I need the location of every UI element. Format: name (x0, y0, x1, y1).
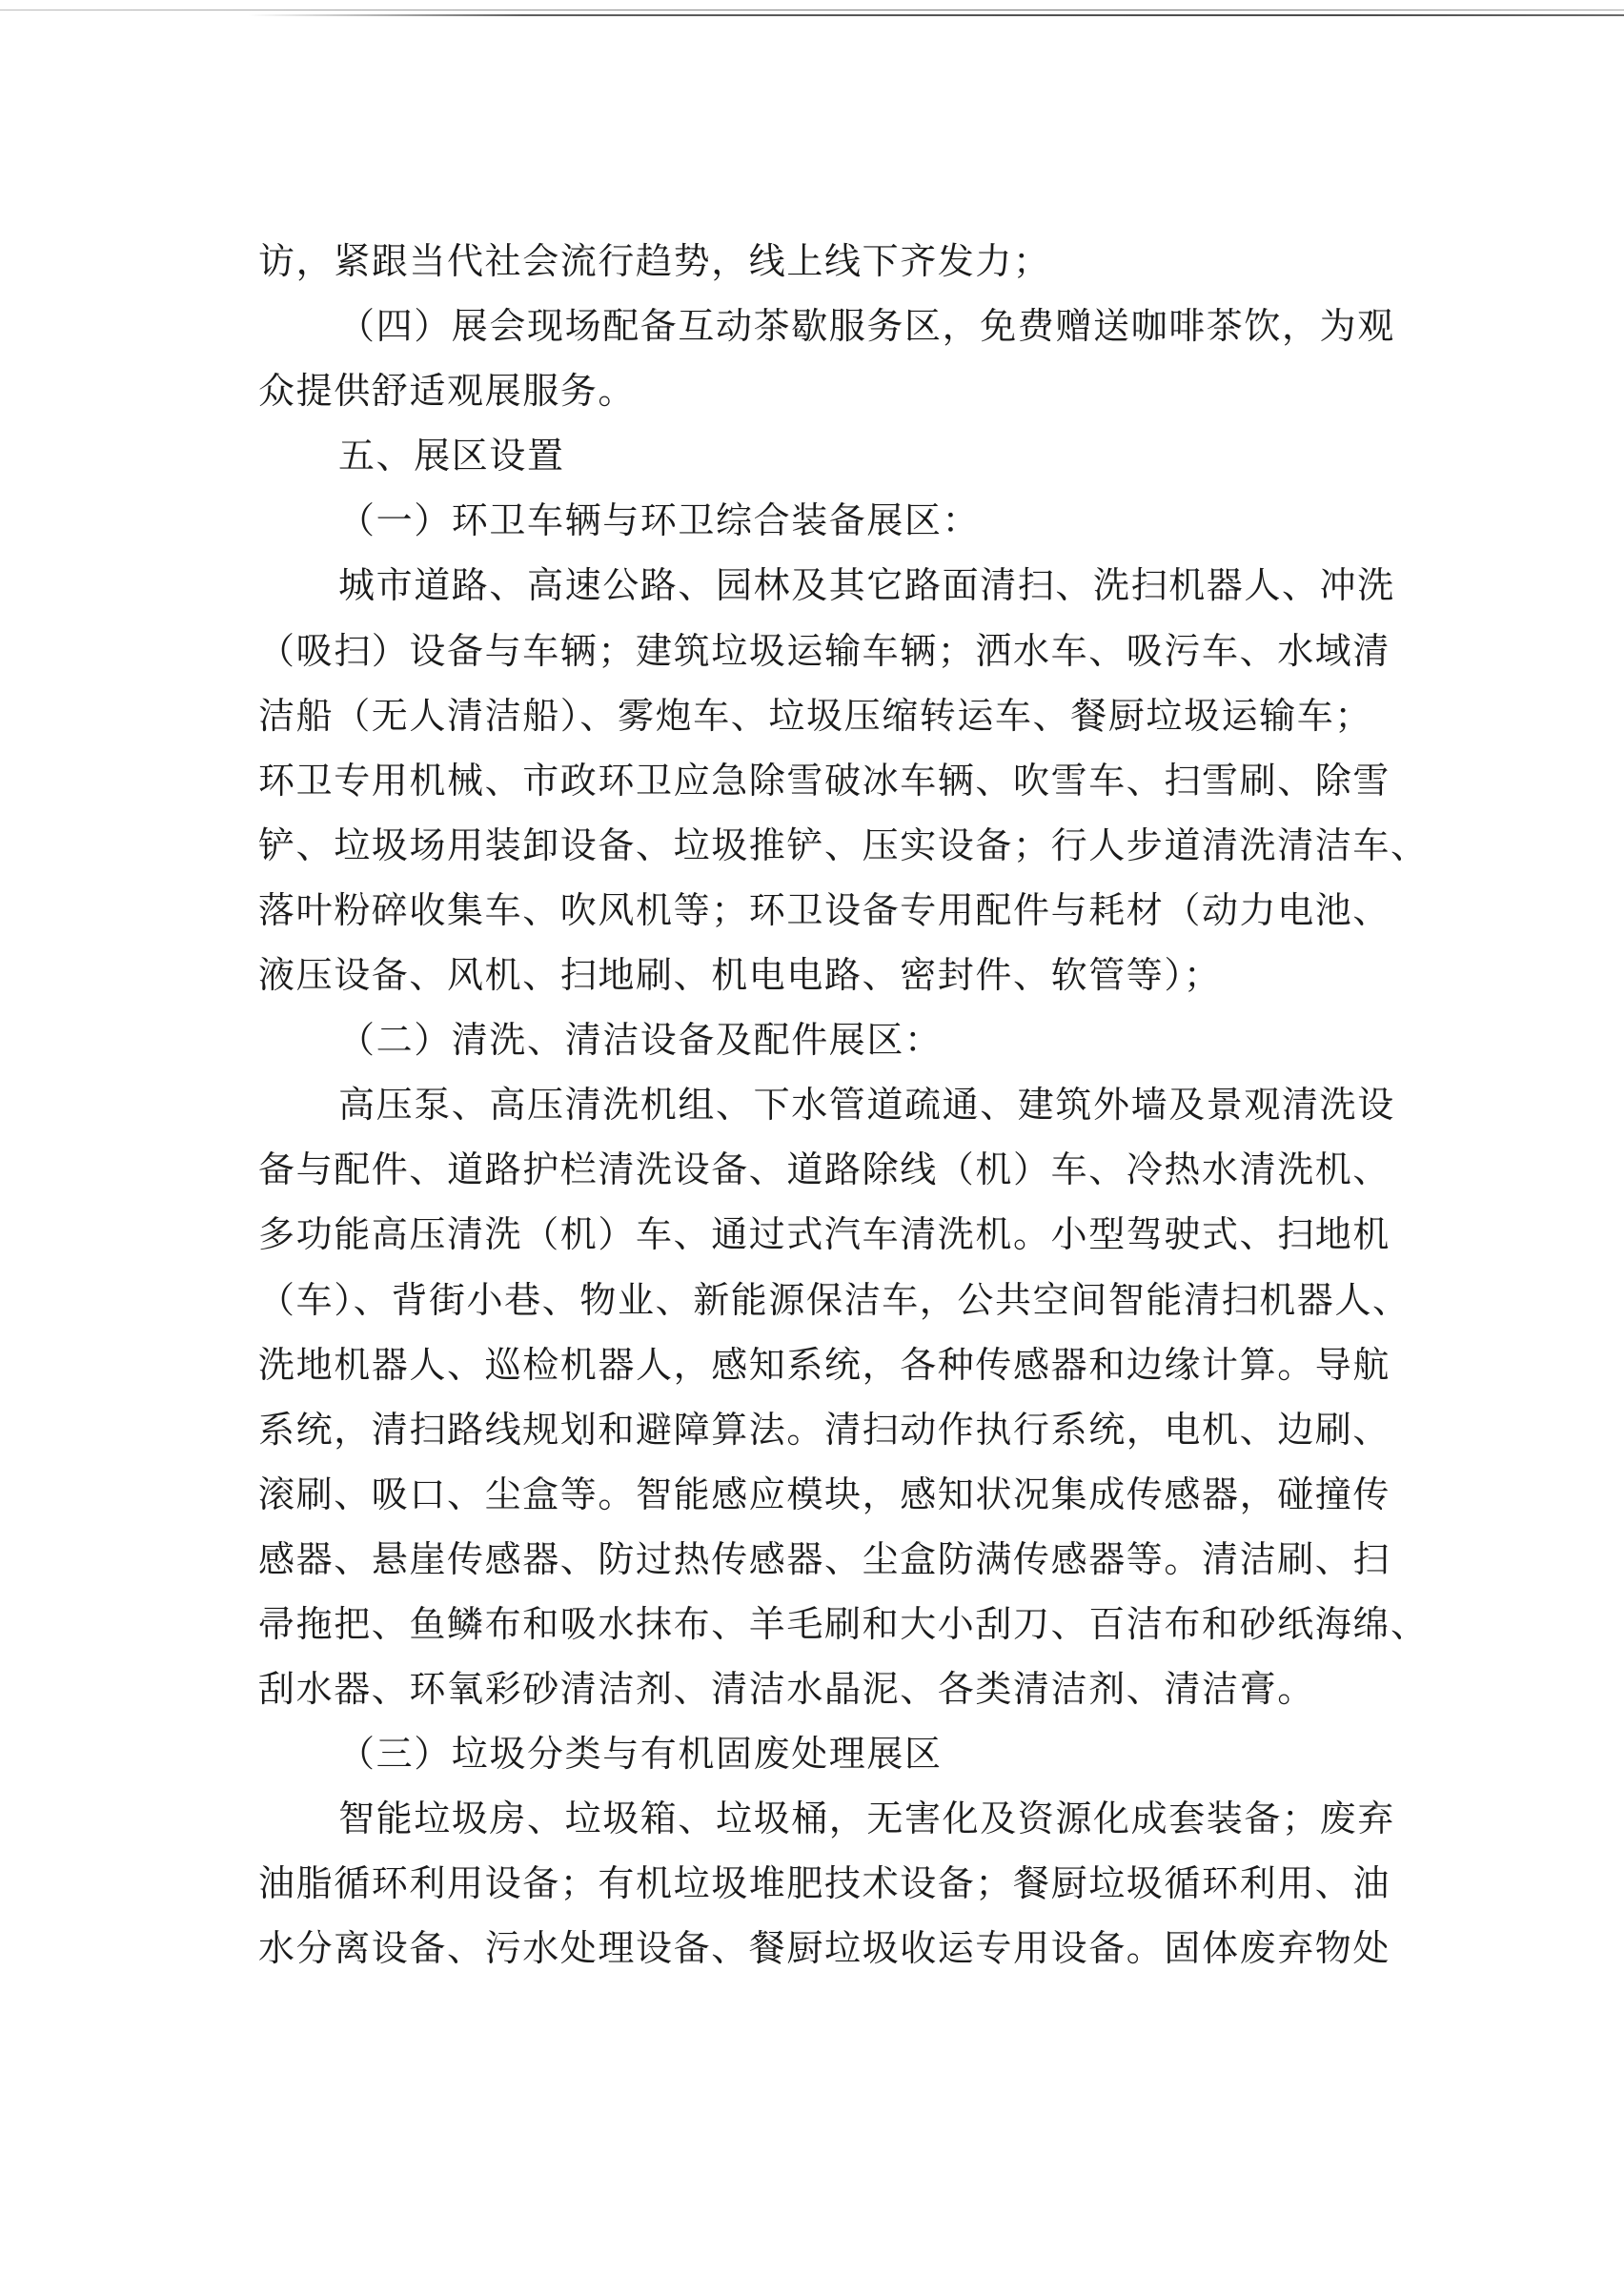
list-item-four: （四）展会现场配备互动茶歇服务区，免费赠送咖啡茶饮，为观 (338, 305, 1395, 348)
text-line: 洁船（无人清洁船）、雾炮车、垃圾压缩转运车、餐厨垃圾运输车； (258, 694, 1373, 737)
text-line: 系统，清扫路线规划和避障算法。清扫动作执行系统，电机、边刷、 (258, 1408, 1391, 1451)
text-line: 众提供舒适观展服务。 (258, 370, 637, 413)
subsection-heading: （二）清洗、清洁设备及配件展区： (338, 1019, 943, 1062)
text-line: 滚刷、吸口、尘盒等。智能感应模块，感知状况集成传感器，碰撞传 (258, 1473, 1391, 1515)
text-line: 落叶粉碎收集车、吹风机等；环卫设备专用配件与耗材（动力电池、 (258, 888, 1391, 931)
paragraph-start: 高压泵、高压清洗机组、下水管道疏通、建筑外墙及景观清洗设 (338, 1084, 1395, 1127)
text-line: 刮水器、环氧彩砂清洁剂、清洁水晶泥、各类清洁剂、清洁膏。 (258, 1668, 1315, 1711)
document-page (258, 229, 1429, 1981)
text-line: 帚拖把、鱼鳞布和吸水抹布、羊毛刷和大小刮刀、百洁布和砂纸海绵、 (258, 1602, 1429, 1645)
text-line: 铲、垃圾场用装卸设备、垃圾推铲、压实设备；行人步道清洗清洁车、 (258, 823, 1429, 866)
subsection-heading: （一）环卫车辆与环卫综合装备展区： (338, 499, 981, 542)
paragraph-start: 城市道路、高速公路、园林及其它路面清扫、洗扫机器人、冲洗 (338, 564, 1395, 607)
text-line: 水分离设备、污水处理设备、餐厨垃圾收运专用设备。固体废弃物处 (258, 1927, 1391, 1970)
paragraph-start: 智能垃圾房、垃圾箱、垃圾桶，无害化及资源化成套装备；废弃 (338, 1798, 1395, 1840)
text-line: （吸扫）设备与车辆；建筑垃圾运输车辆；洒水车、吸污车、水域清 (258, 629, 1391, 672)
text-line: 环卫专用机械、市政环卫应急除雪破冰车辆、吹雪车、扫雪刷、除雪 (258, 759, 1391, 802)
text-line: 访，紧跟当代社会流行趋势，线上线下齐发力； (258, 240, 1051, 282)
text-line: 备与配件、道路护栏清洗设备、道路除线（机）车、冷热水清洗机、 (258, 1148, 1391, 1191)
scan-top-shadow (248, 14, 1624, 16)
text-line: 液压设备、风机、扫地刷、机电电路、密封件、软管等）； (258, 954, 1222, 997)
text-line: 感器、悬崖传感器、防过热传感器、尘盒防满传感器等。清洁刷、扫 (258, 1537, 1391, 1580)
subsection-heading: （三）垃圾分类与有机固废处理展区 (338, 1733, 943, 1776)
text-line: 油脂循环利用设备；有机垃圾堆肥技术设备；餐厨垃圾循环利用、油 (258, 1862, 1391, 1905)
text-line: 多功能高压清洗（机）车、通过式汽车清洗机。小型驾驶式、扫地机 (258, 1213, 1391, 1256)
section-heading: 五、展区设置 (338, 435, 565, 477)
text-line: 洗地机器人、巡检机器人，感知系统，各种传感器和边缘计算。导航 (258, 1343, 1391, 1386)
text-line: （车）、背街小巷、物业、新能源保洁车，公共空间智能清扫机器人、 (258, 1278, 1411, 1321)
